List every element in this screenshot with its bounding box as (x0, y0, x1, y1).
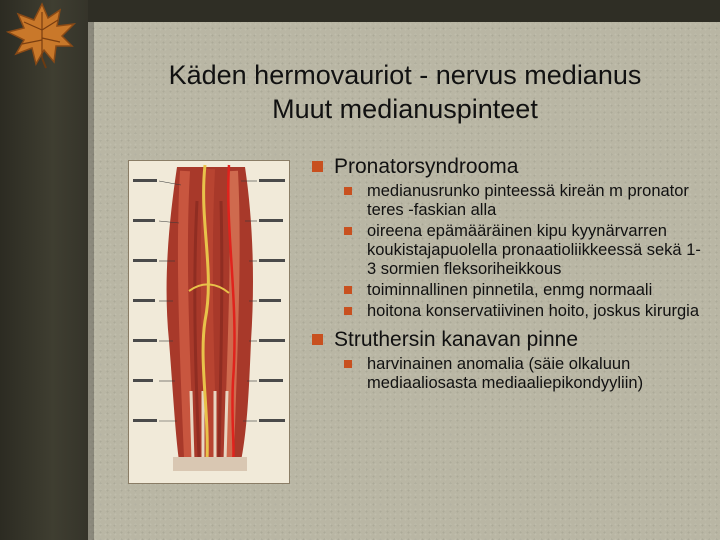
sub-bullet-item (310, 355, 710, 393)
slide-title (90, 58, 720, 126)
title-line-2: Muut medianuspinteet (272, 94, 538, 124)
bullet-item-struthers (310, 327, 710, 353)
sub-bullet-item (310, 222, 710, 279)
square-bullet-icon (312, 161, 323, 172)
square-bullet-icon (344, 227, 352, 235)
square-bullet-icon (344, 307, 352, 315)
square-bullet-icon (344, 286, 352, 294)
sub-bullet-text: hoitona konservatiivinen hoito, joskus kirurgia (367, 302, 700, 320)
sub-bullet-text: harvinainen anomalia (säie olkaluun mediaaliosasta mediaaliepikondyyliin) (367, 355, 644, 392)
square-bullet-icon (312, 334, 323, 345)
bullet-list (310, 152, 710, 393)
square-bullet-icon (344, 187, 352, 195)
square-bullet-icon (344, 360, 352, 368)
left-frame-strip (0, 0, 88, 540)
sub-bullet-text: oireena epämääräinen kipu kyynärvarren koukistajapuolella pronaatioliikkeessä sekä 1-3 sormien fleksoriheikkous (367, 222, 701, 278)
top-frame-strip (88, 0, 720, 22)
sub-bullet-text: toiminnallinen pinnetila, enmg normaali (367, 281, 653, 299)
title-line-1: Käden hermovauriot - nervus medianus (168, 60, 642, 90)
bullet-item-pronatorsyndrooma (310, 154, 710, 180)
bullet-text: Pronatorsyndrooma (334, 155, 519, 178)
autumn-leaf-icon (2, 0, 80, 70)
sub-bullet-item (310, 302, 710, 321)
bullet-text: Struthersin kanavan pinne (334, 328, 578, 351)
sub-bullet-item (310, 182, 710, 220)
sub-bullet-text: medianusrunko pinteessä kireän m pronator teres -faskian alla (367, 182, 689, 219)
sub-bullet-item (310, 281, 710, 300)
forearm-anatomy-illustration (128, 160, 290, 484)
